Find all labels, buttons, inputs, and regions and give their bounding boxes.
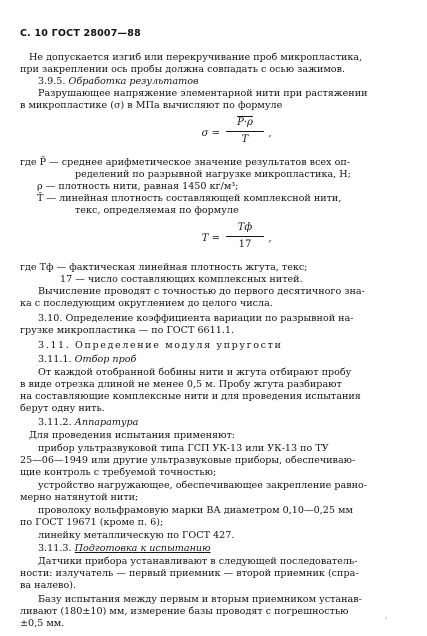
formula-2-comma: , — [268, 233, 272, 244]
formula-2-fraction-bar — [226, 236, 264, 237]
where-line: где Tф — фактическая линейная плотность жгута, текс; — [20, 262, 308, 273]
paragraph-line: ности: излучатель — первый приемник — второй приемник (спра- — [20, 568, 359, 579]
paragraph-line: в виде отрезка длиной не менее 0,5 м. Пробу жгута разбирают — [20, 379, 342, 390]
scan-speck: · — [385, 614, 388, 623]
section-title: Обработка результатов — [68, 76, 199, 87]
section-title: Отбор проб — [74, 354, 137, 365]
formula-1-fraction-bar — [226, 131, 264, 132]
where-line: текс, определяемая по формуле — [75, 205, 239, 216]
section-3-11-1-heading — [38, 354, 136, 366]
paragraph-line: в микропластике (σ) в МПа вычисляют по формуле — [20, 100, 283, 111]
section-number: 3.9.5. — [38, 76, 66, 87]
where-line: ределений по разрывной нагрузке микропластика, Н; — [75, 169, 351, 180]
formula-2-lhs: T = — [201, 233, 220, 244]
section-title: Аппаратура — [74, 417, 139, 428]
paragraph-line: проволоку вольфрамовую марки ВА диаметром 0,10—0,25 мм — [38, 505, 353, 516]
paragraph-line: Не допускается изгиб или перекручивание проб микропластика, — [29, 52, 363, 63]
paragraph-line: на составляющие комплексные нити и для проведения испытания — [20, 391, 361, 402]
formula-2-numerator: Tф — [237, 222, 253, 233]
paragraph-line: Вычисление проводят с точностью до первого десятичного зна- — [38, 286, 365, 297]
formula-1-lhs: σ = — [201, 128, 220, 139]
formula-1-numerator: P·ρ — [237, 117, 253, 128]
paragraph-line: От каждой отобранной бобины нити и жгута отбирают пробу — [38, 367, 352, 378]
section-3-11-3-heading — [38, 543, 211, 555]
section-3-11-heading: 3.11. Определение модуля упругости — [38, 340, 283, 351]
section-number: 3.11.3. — [38, 543, 72, 554]
paragraph-line: линейку металлическую по ГОСТ 427. — [38, 530, 235, 541]
paragraph-line: щие контроль с требуемой точностью; — [20, 467, 217, 478]
paragraph-line: по ГОСТ 19671 (кроме п. 6); — [20, 517, 164, 528]
paragraph-line: ±0,5 мм. — [20, 618, 65, 629]
paragraph-line: ва налево). — [20, 580, 77, 591]
section-3-9-5-heading — [38, 76, 199, 88]
paragraph-line: ливают (180±10) мм, измерение базы проводят с погрешностью — [20, 606, 349, 617]
where-line: ρ — плотность нити, равная 1450 кг/м³; — [37, 181, 239, 192]
section-3-11-2-heading — [38, 417, 138, 429]
where-line: T̄ — линейная плотность составляющей комплексной нити, — [37, 193, 342, 204]
formula-1-comma: , — [268, 128, 272, 139]
paragraph-line: 25—06—1949 или другие ультразвуковые приборы, обеспечиваю- — [20, 455, 356, 466]
paragraph-line: ка с последующим округлением до целого числа. — [20, 298, 273, 309]
paragraph-line: Базу испытания между первым и вторым приемником устанав- — [38, 594, 362, 605]
paragraph-line: 3.10. Определение коэффициента вариации по разрывной на- — [38, 313, 354, 324]
paragraph-line: прибор ультразвуковой типа ГСП УК-13 или УК-13 по ТУ — [38, 443, 329, 454]
section-title: Подготовка к испытанию — [74, 543, 211, 554]
paragraph-line: устройство нагружающее, обеспечивающее закрепление равно- — [38, 480, 368, 491]
where-line: где P̄ — среднее арифметическое значение результатов всех оп- — [20, 157, 350, 168]
page-header: С. 10 ГОСТ 28007—88 — [20, 28, 141, 39]
paragraph-line: берут одну нить. — [20, 403, 105, 414]
paragraph-line: при закреплении ось пробы должна совпадать с осью зажимов. — [20, 64, 346, 75]
section-number: 3.11.2. — [38, 417, 72, 428]
paragraph-line: Для проведения испытания применяют: — [29, 430, 235, 441]
formula-2-denominator: 17 — [238, 239, 252, 250]
paragraph-line: Разрушающее напряжение элементарной нити при растяжении — [38, 88, 368, 99]
paragraph-line: Датчики прибора устанавливают в следующей последователь- — [38, 556, 358, 567]
paragraph-line: мерно натянутой нити; — [20, 492, 139, 503]
section-number: 3.11.1. — [38, 354, 72, 365]
where-line: 17 — число составляющих комплексных нитей. — [60, 274, 303, 285]
paragraph-line: грузке микропластика — по ГОСТ 6611.1. — [20, 325, 235, 336]
formula-1-denominator: T — [241, 134, 249, 145]
